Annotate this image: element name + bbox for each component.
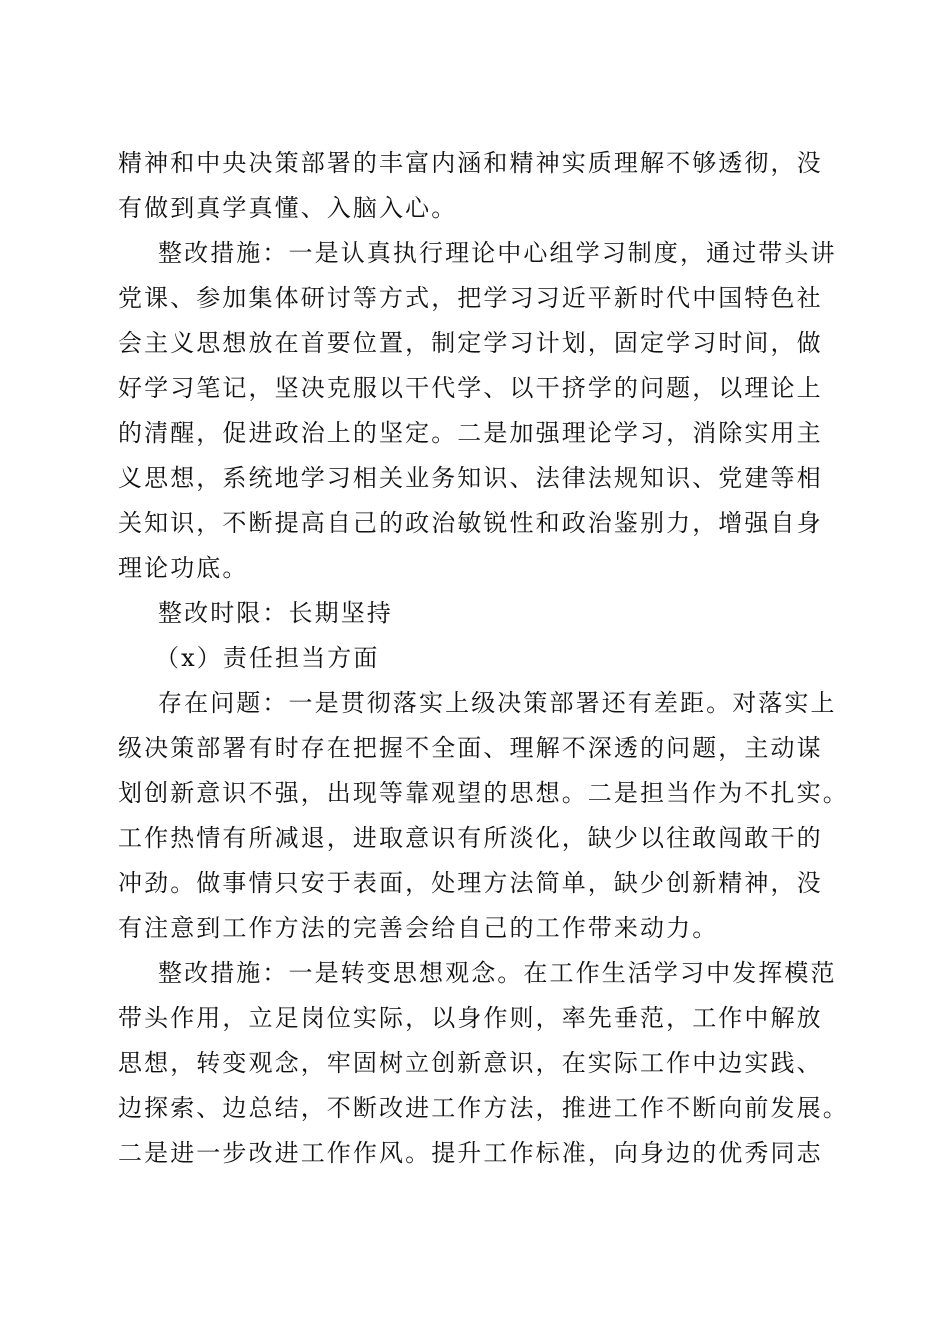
text-line: 理论功底。 bbox=[118, 554, 249, 582]
text-line: 二是进一步改进工作作风。提升工作标准，向身边的优秀同志 bbox=[118, 1139, 823, 1167]
text-line: 的清醒，促进政治上的坚定。二是加强理论学习，消除实用主 bbox=[118, 419, 823, 447]
paragraph-existing-problems bbox=[118, 681, 950, 951]
text-line: 级决策部署有时存在把握不全面、理解不深透的问题，主动谋 bbox=[118, 734, 823, 762]
text-line: 有做到真学真懂、入脑入心。 bbox=[118, 194, 458, 222]
text-line: 精神和中央决策部署的丰富内涵和精神实质理解不够透彻，没 bbox=[118, 149, 823, 177]
text-line: 带头作用，立足岗位实际，以身作则，率先垂范，工作中解放 bbox=[118, 1004, 823, 1032]
text-line: 有注意到工作方法的完善会给自己的工作带来动力。 bbox=[118, 914, 719, 942]
text-line: 边探索、边总结，不断改进工作方法，推进工作不断向前发展。 bbox=[118, 1094, 849, 1122]
paragraph-continuation bbox=[118, 141, 950, 231]
text-line: 会主义思想放在首要位置，制定学习计划，固定学习时间，做 bbox=[118, 329, 823, 357]
paragraph-rectification-measures-2 bbox=[118, 951, 950, 1176]
text-line: 整改措施：一是转变思想观念。在工作生活学习中发挥模范 bbox=[158, 959, 837, 987]
text-line: 整改时限：长期坚持 bbox=[158, 599, 393, 627]
text-line: 思想，转变观念，牢固树立创新意识，在实际工作中边实践、 bbox=[118, 1049, 823, 1077]
text-line: 整改措施：一是认真执行理论中心组学习制度，通过带头讲 bbox=[158, 239, 837, 267]
paragraph-time-limit bbox=[118, 591, 950, 636]
paragraph-rectification-measures-1 bbox=[118, 231, 950, 591]
section-heading-text: （x）责任担当方面 bbox=[155, 644, 380, 672]
text-line: 工作热情有所减退，进取意识有所淡化，缺少以往敢闯敢干的 bbox=[118, 824, 823, 852]
section-heading bbox=[118, 636, 950, 681]
text-line: 好学习笔记，坚决克服以干代学、以干挤学的问题，以理论上 bbox=[118, 374, 823, 402]
text-line: 关知识，不断提高自己的政治敏锐性和政治鉴别力，增强自身 bbox=[118, 509, 823, 537]
text-line: 划创新意识不强，出现等靠观望的思想。二是担当作为不扎实。 bbox=[118, 779, 849, 807]
text-line: 存在问题：一是贯彻落实上级决策部署还有差距。对落实上 bbox=[158, 689, 837, 717]
text-line: 党课、参加集体研讨等方式，把学习习近平新时代中国特色社 bbox=[118, 284, 823, 312]
text-line: 义思想，系统地学习相关业务知识、法律法规知识、党建等相 bbox=[118, 464, 823, 492]
text-line: 冲劲。做事情只安于表面，处理方法简单，缺少创新精神，没 bbox=[118, 869, 823, 897]
